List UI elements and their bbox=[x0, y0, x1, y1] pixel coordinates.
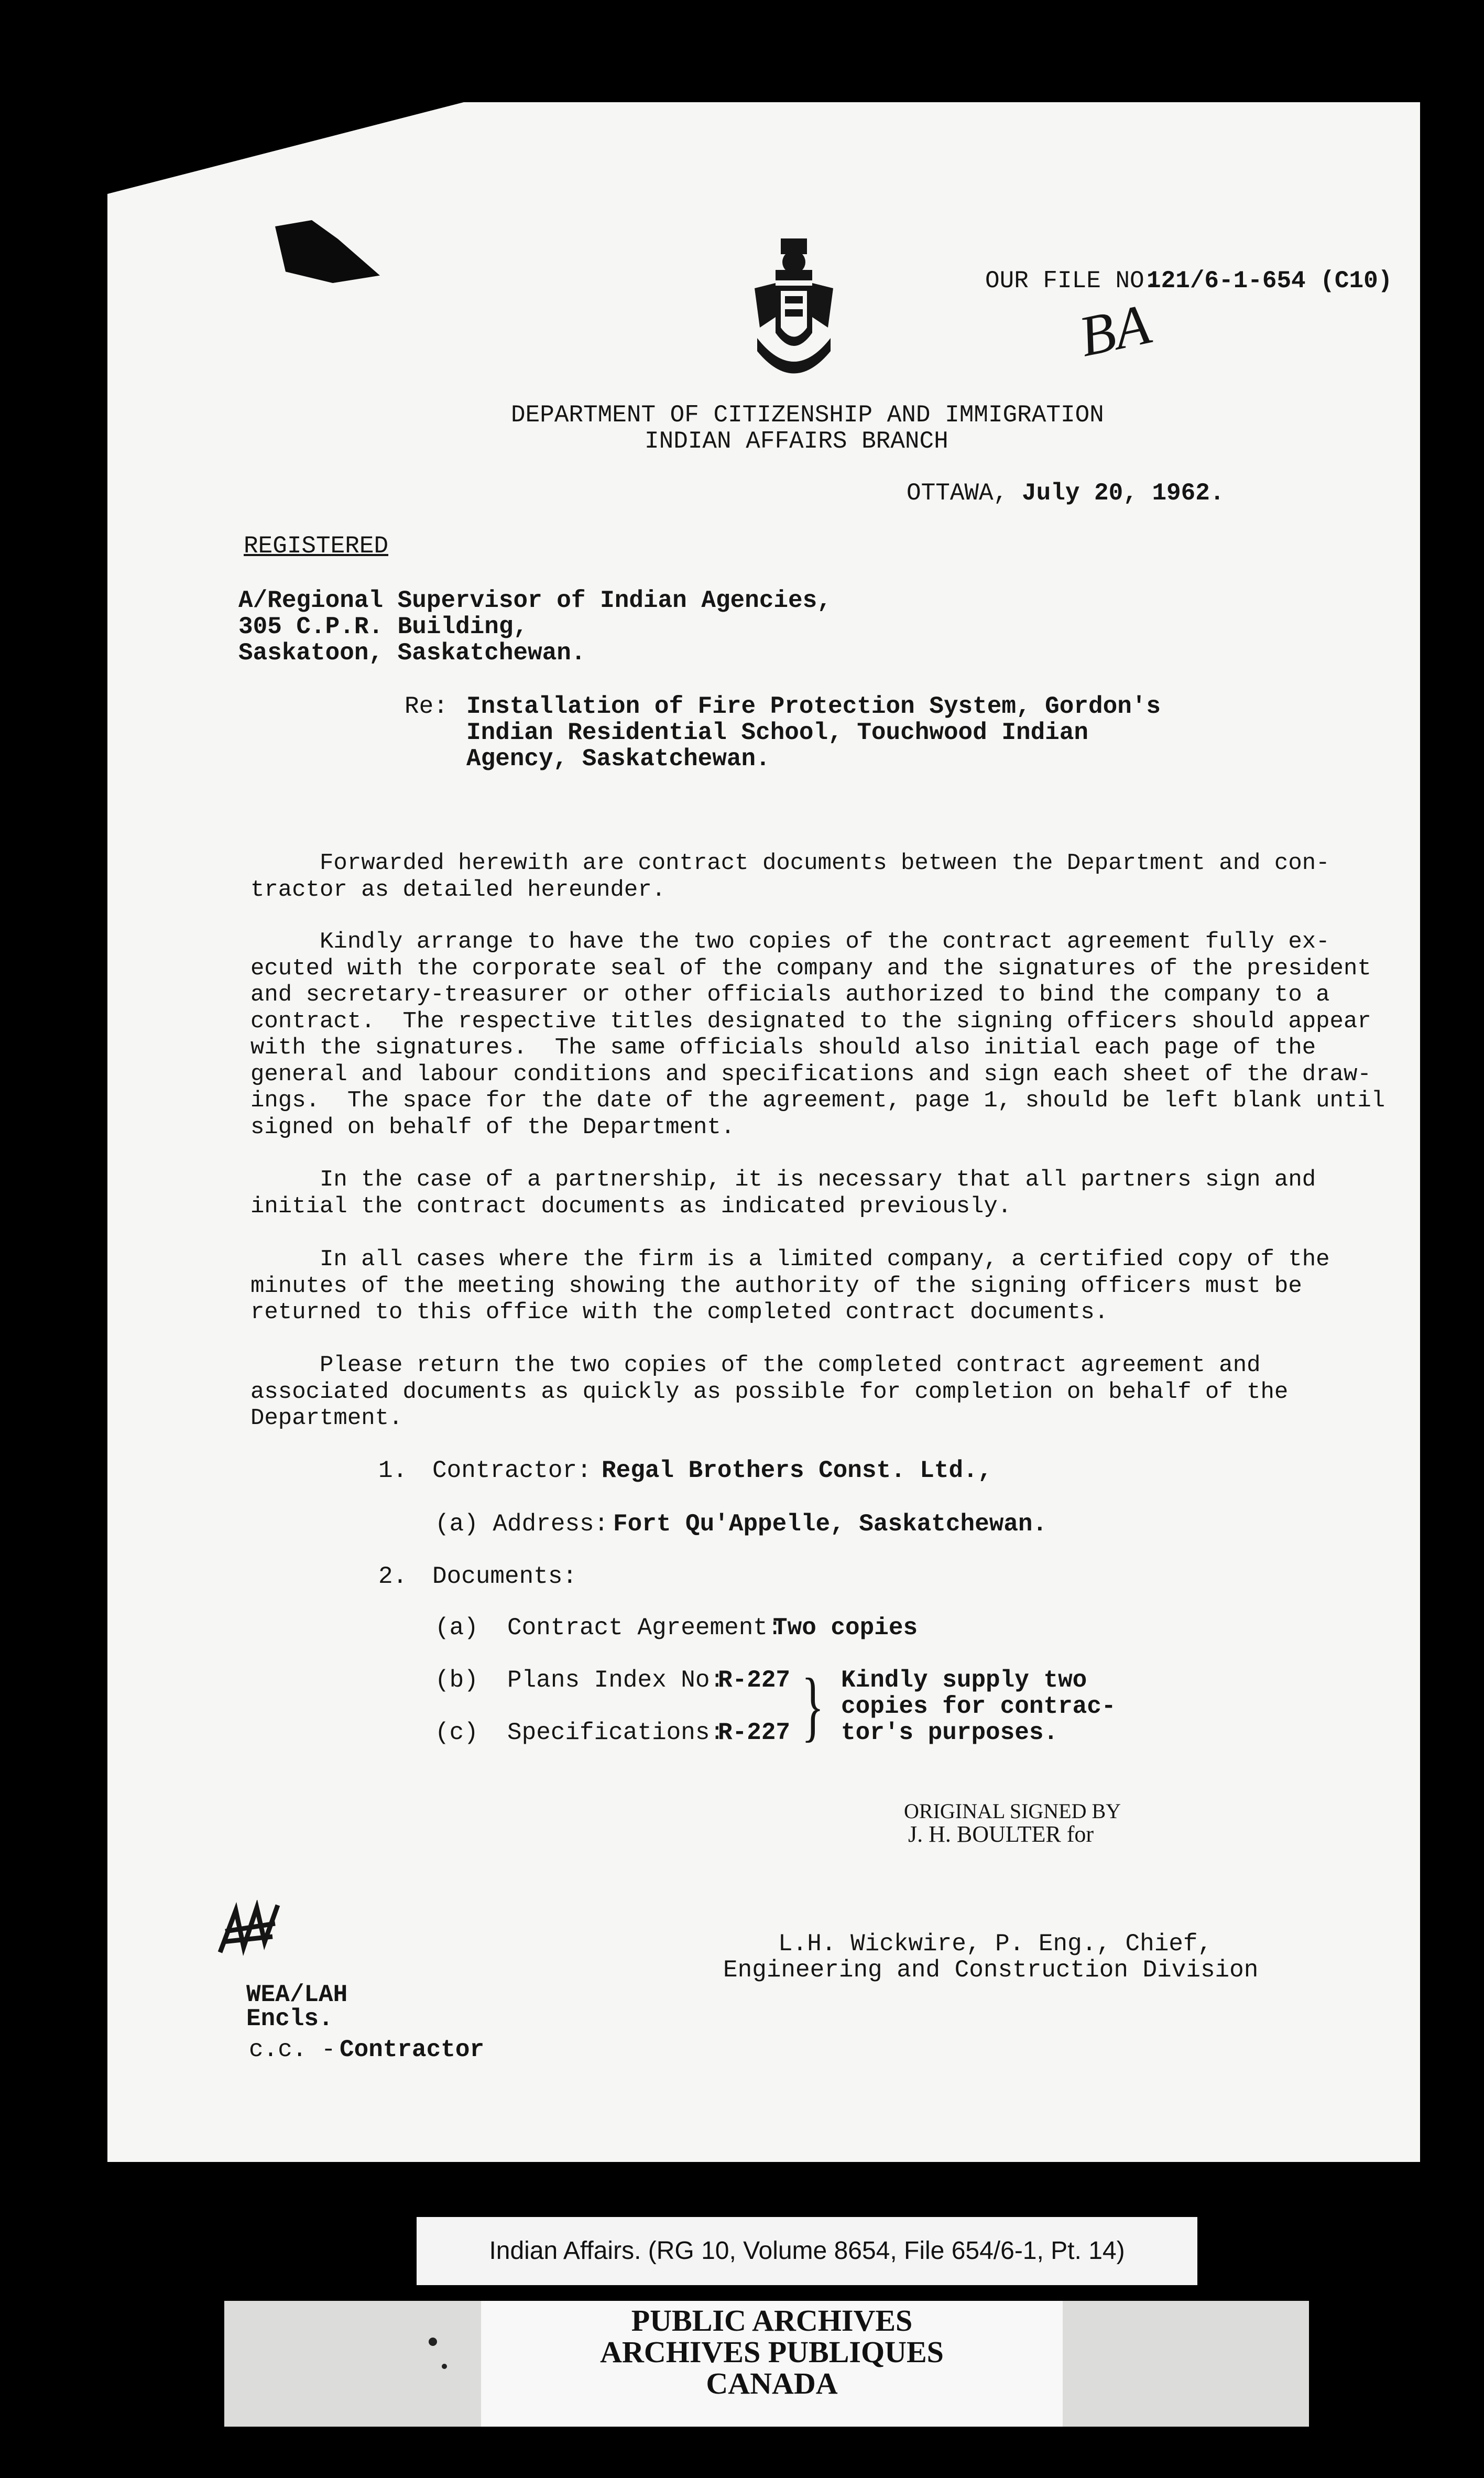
contractor-label: Contractor: bbox=[432, 1457, 592, 1484]
paragraph-line: Please return the two copies of the completed contract agreement and bbox=[250, 1352, 1261, 1378]
paragraph-line: minutes of the meeting showing the authority of the signing officers must be bbox=[250, 1273, 1302, 1299]
file-no-label: OUR FILE NO. bbox=[985, 267, 1159, 295]
addressee-line: Saskatoon, Saskatchewan. bbox=[238, 639, 586, 667]
department-name: DEPARTMENT OF CITIZENSHIP AND IMMIGRATION bbox=[511, 401, 1104, 429]
archive-line: CANADA bbox=[706, 2366, 838, 2400]
plans-value: R-227 bbox=[718, 1667, 791, 1694]
paragraph-line: ecuted with the corporate seal of the company and the signatures of the president bbox=[250, 955, 1371, 982]
specks bbox=[429, 2338, 437, 2346]
item-number: 1. bbox=[378, 1457, 408, 1484]
supply-note-line: copies for contrac- bbox=[841, 1693, 1116, 1720]
coat-of-arms-icon bbox=[744, 238, 844, 385]
paragraph-line: signed on behalf of the Department. bbox=[250, 1114, 735, 1140]
stamp-line: ORIGINAL SIGNED BY bbox=[904, 1799, 1121, 1823]
plans-label: (b) Plans Index No: bbox=[435, 1667, 725, 1694]
re-label: Re: bbox=[405, 693, 448, 720]
addressee-line: 305 C.P.R. Building, bbox=[238, 613, 528, 640]
place: OTTAWA, bbox=[907, 480, 1008, 507]
address-value: Fort Qu'Appelle, Saskatchewan. bbox=[613, 1510, 1047, 1538]
paragraph-line: Kindly arrange to have the two copies of the contract agreement fully ex- bbox=[250, 929, 1330, 955]
re-line: Installation of Fire Protection System, Gordon's bbox=[466, 693, 1161, 720]
re-line: Agency, Saskatchewan. bbox=[466, 745, 770, 773]
file-no-value: 121/6-1-654 (C10) bbox=[1147, 267, 1393, 295]
specs-value: R-227 bbox=[718, 1719, 791, 1746]
paragraph-line: contract. The respective titles designated to the signing officers should appear bbox=[250, 1008, 1371, 1035]
agreement-label: (a) Contract Agreement: bbox=[435, 1614, 782, 1642]
paragraph-line: tractor as detailed hereunder. bbox=[250, 876, 666, 903]
paragraph bbox=[250, 1352, 1346, 1432]
cc-value: Contractor bbox=[340, 2036, 485, 2063]
supply-note-line: tor's purposes. bbox=[841, 1719, 1059, 1746]
enclosures-label: Encls. bbox=[246, 2005, 333, 2033]
brace-glyph: } bbox=[801, 1662, 824, 1749]
paragraph-line: with the signatures. The same officials should also initial each page of the bbox=[250, 1035, 1316, 1061]
archive-line: PUBLIC ARCHIVES bbox=[631, 2303, 913, 2338]
typist-initials: WEA/LAH bbox=[246, 1981, 348, 2008]
address-label: (a) Address: bbox=[435, 1510, 609, 1538]
paragraph-line: and secretary-treasurer or other officials authorized to bind the company to a bbox=[250, 982, 1330, 1008]
paragraph bbox=[250, 929, 1385, 1140]
archive-citation: Indian Affairs. (RG 10, Volume 8654, File 654/6-1, Pt. 14) bbox=[417, 2217, 1197, 2285]
handwritten-initials: BA bbox=[1073, 291, 1156, 369]
paragraph-line: In all cases where the firm is a limited company, a certified copy of the bbox=[250, 1246, 1330, 1273]
paragraph-line: initial the contract documents as indicated previously. bbox=[250, 1193, 1012, 1220]
archive-strip bbox=[224, 2301, 1309, 2427]
letter-date: July 20, 1962. bbox=[1022, 480, 1225, 507]
registered-label: REGISTERED bbox=[244, 532, 389, 560]
signatory-name: L.H. Wickwire, P. Eng., Chief, bbox=[778, 1930, 1213, 1958]
paragraph bbox=[250, 850, 1346, 903]
paragraph-line: In the case of a partnership, it is necessary that all partners sign and bbox=[250, 1167, 1316, 1193]
archive-line: ARCHIVES PUBLIQUES bbox=[600, 2335, 944, 2369]
stamp-line: J. H. BOULTER for bbox=[908, 1821, 1094, 1847]
paragraph bbox=[250, 1246, 1346, 1326]
agreement-value: Two copies bbox=[773, 1614, 918, 1642]
paragraph-line: associated documents as quickly as possible for completion on behalf of the bbox=[250, 1378, 1289, 1405]
supply-note-line: Kindly supply two bbox=[841, 1667, 1087, 1694]
paragraph-line: Department. bbox=[250, 1405, 403, 1431]
paragraph-line: returned to this office with the completed contract documents. bbox=[250, 1299, 1109, 1325]
paragraph-line: ings. The space for the date of the agreement, page 1, should be left blank until bbox=[250, 1088, 1385, 1114]
specs-label: (c) Specifications: bbox=[435, 1719, 725, 1746]
paragraph-line: Forwarded herewith are contract documents between the Department and con- bbox=[250, 850, 1330, 876]
documents-label: Documents: bbox=[432, 1563, 577, 1590]
re-line: Indian Residential School, Touchwood Indian bbox=[466, 719, 1088, 746]
paragraph bbox=[250, 1167, 1346, 1220]
handwritten-scribble-icon bbox=[215, 1900, 283, 1963]
cc-label: c.c. - bbox=[249, 2036, 336, 2063]
archive-stamp bbox=[481, 2301, 1063, 2427]
paragraph-line: general and labour conditions and specifications and sign each sheet of the draw- bbox=[250, 1061, 1371, 1088]
signatory-division: Engineering and Construction Division bbox=[723, 1957, 1259, 1984]
branch-name: INDIAN AFFAIRS BRANCH bbox=[645, 428, 948, 455]
contractor-value: Regal Brothers Const. Ltd., bbox=[602, 1457, 992, 1484]
specks bbox=[442, 2364, 447, 2369]
item-number: 2. bbox=[378, 1563, 408, 1590]
addressee-line: A/Regional Supervisor of Indian Agencies, bbox=[238, 587, 832, 614]
